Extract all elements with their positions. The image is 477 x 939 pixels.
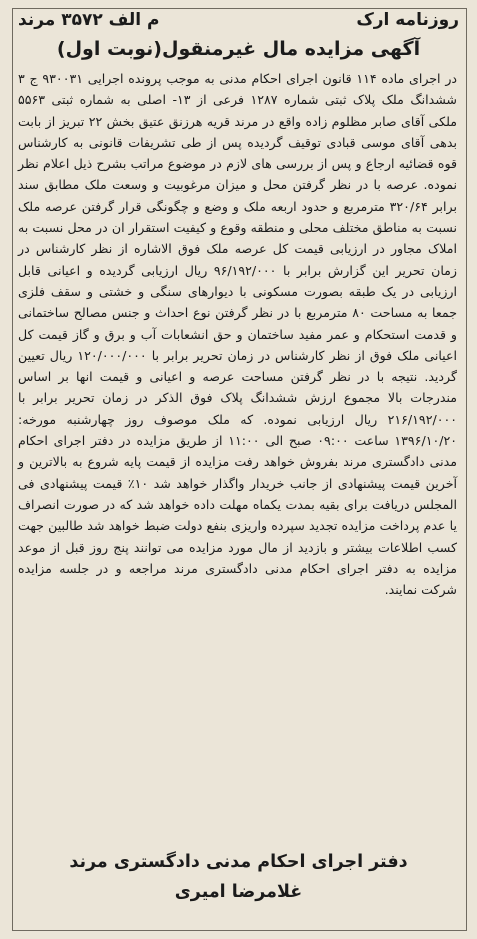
newspaper-name: روزنامه ارک <box>356 10 459 30</box>
masthead <box>18 10 459 38</box>
signatory-name: غلامرضا امیری <box>174 882 303 902</box>
notice-paragraph: در اجرای ماده ۱۱۴ قانون اجرای احکام مدنی به موجب پرونده اجرایی ۹۳۰۰۳۱ ج ۳ ششدانگ ملک پلاک ثبتی شماره ۱۲۸۷ فرعی از ۱۳- اصلی به شماره ثبتی ۵۵۶۳ ملکی آقای صابر مظلوم زاده واقع در مرند قریه هرزنق عتیق بخش ۲۲ تبریز از بابت بدهی آقای موسی قبادی توقیف گردیده پس از طی تشریفات قانونی به کارشناس قوه قضائیه ارجاع و پس از بررسی های لازم در موضوع مراتب بشرح ذیل اعلام نظر نموده. عرصه با در نظر گرفتن محل و میزان مرغوبیت و وسعت ملک مطابق سند برابر ۳۲۰/۶۴ مترمربع و حدود اربعه ملک و وضع و چگونگی قرار گرفتن عرصه ملک نسبت به مناطق مختلف محلی و منطقه وقوع و کیفیت استقرار ان در محل نسبت به املاک مجاور در ارزیابی قیمت کل عرصه ملک فوق الاشاره از نظر کارشناس در زمان تحریر این گزارش برابر با ۹۶/۱۹۲/۰۰۰ ریال ارزیابی گردیده و اعیانی قابل ارزیابی در یک طبقه بصورت مسکونی با دیوارهای سنگی و خشتی و سقف فلزی جمعا به مساحت ۸۰ مترمربع با در نظر گرفتن نوع احداث و جنس مصالح ساختمانی و قدمت استحکام و عمر مفید ساختمان و حق انشعابات آب و برق و گاز قیمت کل اعیانی ملک فوق از نظر کارشناس در زمان تحریر برابر با ۱۲۰/۰۰۰/۰۰۰ ریال تعیین گردید. نتیجه با در نظر گرفتن مساحت عرصه و اعیانی و قیمت انها بر اساس مندرجات بالا مجموع ارزش ششدانگ پلاک فوق الذکر در زمان تحریر برابر با ۲۱۶/۱۹۲/۰۰۰ ریال ارزیابی نموده. که ملک موصوف روز چهارشنبه مورخه: ۱۳۹۶/۱۰/۲۰ ساعت ۰۹:۰۰ صبح الی ۱۱:۰۰ از طریق مزایده در دفتر اجرای احکام مدنی دادگستری مرند بفروش خواهد رفت مزایده از قیمت پایه شروع به بالاترین و آخرین قیمت پیشنهادی از جانب خریدار واگذار خواهد شد ۱۰٪ قیمت پیشنهادی فی المجلس دریافت برای بقیه بمدت یکماه مهلت داده خواهد شد که در صورت انصراف یا عدم پرداخت مزایده تجدید سپرده واریزی بنفع دولت ضبط خواهد شد طالبین جهت کسب اطلاعات بیشتر و بازدید از مال مورد مزایده می توانند پنج روز قبل از موعد مزایده به دفتر اجرای احکام مدنی دادگستری مرند مراجعه و در جلسه مزایده شرکت نمایند. <box>18 71 458 598</box>
issuing-office: دفتر اجرای احکام مدنی دادگستری مرند <box>69 852 408 872</box>
notice-body <box>18 68 457 600</box>
notice-title: آگهی مزایده مال غیرمنقول(نوبت اول) <box>56 38 421 60</box>
issue-number: م الف ۳۵۷۲ مرند <box>18 10 160 30</box>
